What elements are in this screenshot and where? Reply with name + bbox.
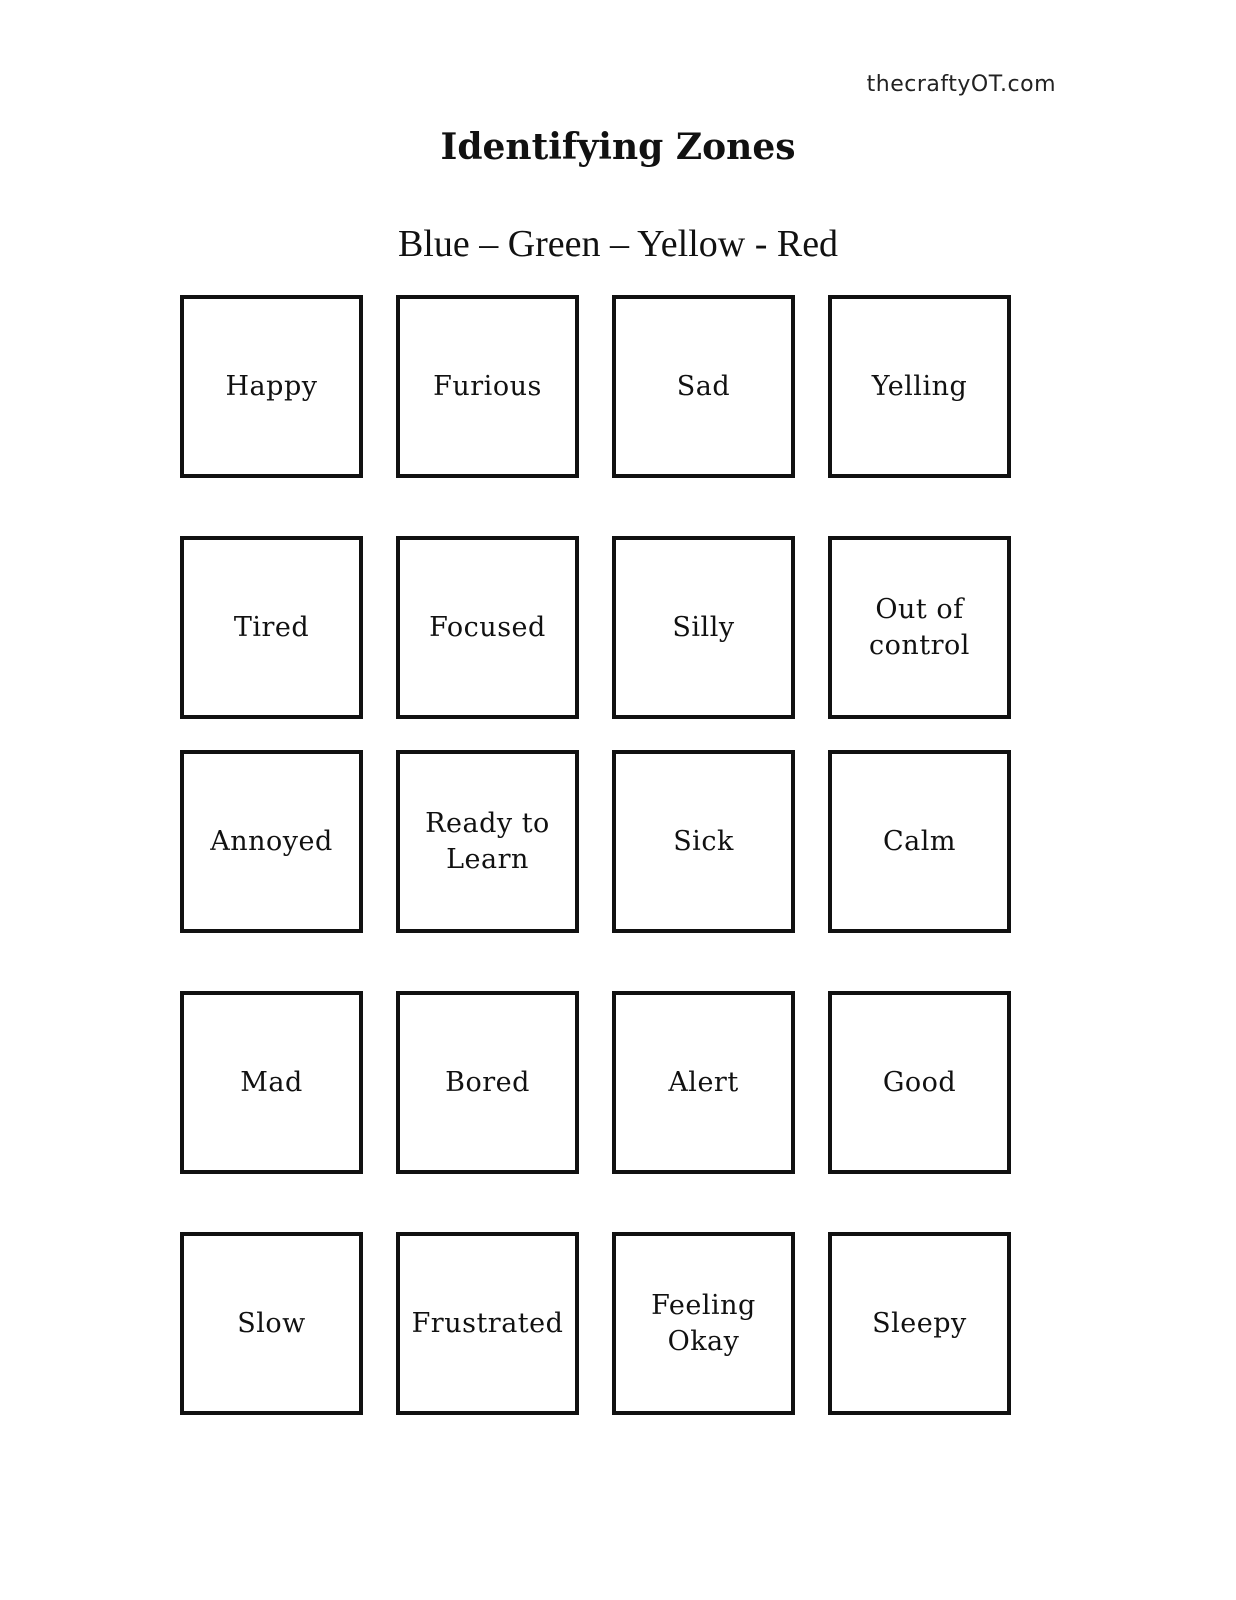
page-title: Identifying Zones (440, 126, 796, 168)
emotion-card (180, 991, 363, 1174)
emotion-card-label: Slow (237, 1307, 306, 1339)
emotion-card (612, 536, 795, 719)
emotion-card-label: Focused (429, 611, 546, 643)
emotion-card-label: Out of control (869, 594, 970, 661)
emotion-card-label: Tired (233, 611, 310, 643)
emotion-card-label: Good (882, 1066, 957, 1098)
emotion-card (828, 536, 1011, 719)
emotion-card-label: Mad (240, 1066, 303, 1098)
emotion-card (180, 536, 363, 719)
emotion-card (828, 1232, 1011, 1415)
emotion-card (828, 295, 1011, 478)
emotion-card (828, 750, 1011, 933)
emotion-card-label: Annoyed (210, 825, 333, 857)
emotion-card (612, 991, 795, 1174)
site-url: thecraftyOT.com (866, 72, 1056, 97)
emotion-card (180, 295, 363, 478)
emotion-card (612, 295, 795, 478)
emotion-card (180, 1232, 363, 1415)
emotion-card-label: Sad (676, 370, 731, 402)
emotion-card-label: Sick (673, 825, 734, 857)
emotion-card-label: Yelling (871, 370, 968, 402)
emotion-card-label: Feeling Okay (651, 1290, 756, 1357)
emotion-card (396, 295, 579, 478)
emotion-card-label: Frustrated (411, 1307, 564, 1339)
emotion-card-label: Calm (883, 825, 956, 857)
emotion-card (828, 991, 1011, 1174)
emotion-card (396, 991, 579, 1174)
emotion-card-label: Silly (672, 611, 735, 643)
emotion-card (396, 750, 579, 933)
emotion-card (396, 536, 579, 719)
zone-colors-subtitle: Blue – Green – Yellow - Red (397, 223, 839, 265)
emotion-card-label: Ready to Learn (425, 808, 550, 875)
emotion-card-label: Sleepy (872, 1307, 967, 1339)
emotion-card (612, 750, 795, 933)
emotion-card-label: Bored (445, 1066, 530, 1098)
emotion-card (396, 1232, 579, 1415)
emotion-card-label: Happy (225, 370, 318, 402)
emotion-card-label: Furious (433, 370, 542, 402)
emotion-card-label: Alert (668, 1066, 739, 1098)
emotion-card (180, 750, 363, 933)
emotion-card (612, 1232, 795, 1415)
